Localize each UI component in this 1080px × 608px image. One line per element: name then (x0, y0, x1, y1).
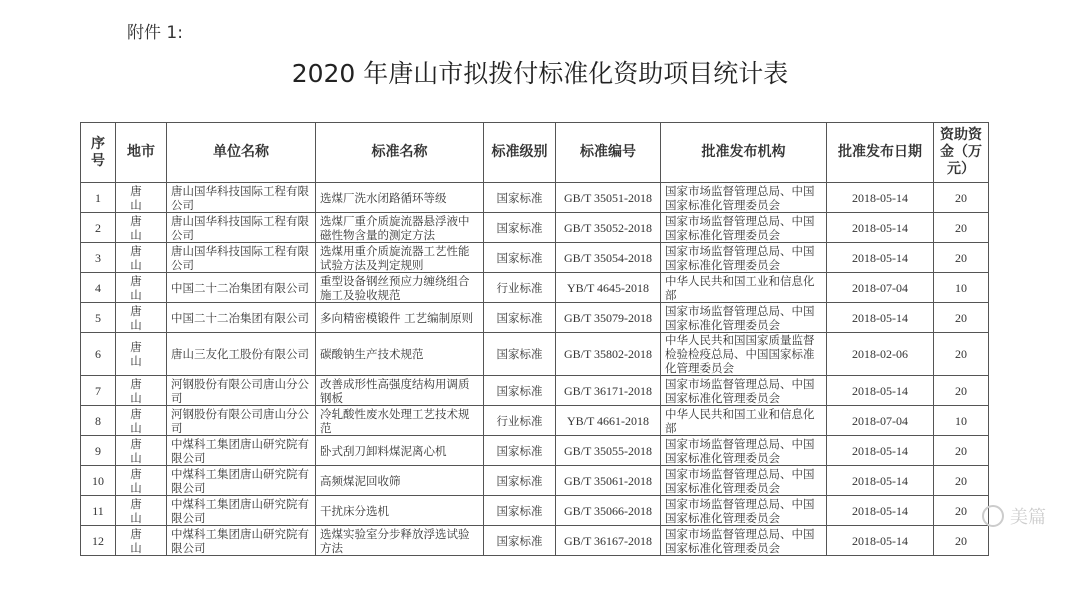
cell-level: 国家标准 (484, 436, 556, 466)
cell-city: 唐山 (116, 376, 167, 406)
cell-fund: 20 (934, 466, 989, 496)
cell-fund: 20 (934, 243, 989, 273)
cell-org: 国家市场监督管理总局、中国国家标准化管理委员会 (661, 496, 827, 526)
cell-level: 国家标准 (484, 526, 556, 556)
table-row (81, 303, 989, 333)
page-title: 2020 年唐山市拟拨付标准化资助项目统计表 (291, 59, 789, 88)
cell-org: 国家市场监督管理总局、中国国家标准化管理委员会 (661, 466, 827, 496)
cell-city: 唐山 (116, 303, 167, 333)
cell-code: GB/T 36171-2018 (556, 376, 661, 406)
cell-code: GB/T 35079-2018 (556, 303, 661, 333)
header-unit: 单位名称 (167, 123, 316, 183)
cell-no: 7 (81, 376, 116, 406)
cell-date: 2018-05-14 (827, 526, 934, 556)
cell-code: GB/T 35061-2018 (556, 466, 661, 496)
cell-std-name: 选煤厂洗水闭路循环等级 (316, 183, 484, 213)
cell-unit: 河钢股份有限公司唐山分公司 (167, 406, 316, 436)
cell-date: 2018-02-06 (827, 333, 934, 376)
cell-date: 2018-05-14 (827, 243, 934, 273)
cell-level: 国家标准 (484, 303, 556, 333)
cell-date: 2018-07-04 (827, 406, 934, 436)
table-row (81, 273, 989, 303)
cell-fund: 20 (934, 303, 989, 333)
table-row (81, 376, 989, 406)
cell-code: GB/T 35066-2018 (556, 496, 661, 526)
cell-fund: 20 (934, 436, 989, 466)
cell-no: 4 (81, 273, 116, 303)
cell-date: 2018-05-14 (827, 183, 934, 213)
cell-no: 6 (81, 333, 116, 376)
cell-unit: 唐山国华科技国际工程有限公司 (167, 183, 316, 213)
cell-unit: 河钢股份有限公司唐山分公司 (167, 376, 316, 406)
cell-org: 国家市场监督管理总局、中国国家标准化管理委员会 (661, 243, 827, 273)
cell-org: 国家市场监督管理总局、中国国家标准化管理委员会 (661, 213, 827, 243)
cell-level: 国家标准 (484, 333, 556, 376)
cell-std-name: 改善成形性高强度结构用调质钢板 (316, 376, 484, 406)
cell-date: 2018-05-14 (827, 303, 934, 333)
watermark-text: 美篇 (1010, 507, 1046, 528)
cell-level: 国家标准 (484, 243, 556, 273)
attachment-label: 附件 1: (127, 23, 183, 43)
watermark (982, 503, 1046, 529)
table-header-row (81, 123, 989, 183)
cell-std-name: 多向精密模锻件 工艺编制原则 (316, 303, 484, 333)
cell-no: 1 (81, 183, 116, 213)
cell-org: 国家市场监督管理总局、中国国家标准化管理委员会 (661, 303, 827, 333)
cell-unit: 唐山国华科技国际工程有限公司 (167, 213, 316, 243)
cell-fund: 20 (934, 183, 989, 213)
cell-unit: 中煤科工集团唐山研究院有限公司 (167, 436, 316, 466)
cell-city: 唐山 (116, 243, 167, 273)
cell-unit: 中国二十二冶集团有限公司 (167, 273, 316, 303)
cell-no: 2 (81, 213, 116, 243)
cell-code: YB/T 4645-2018 (556, 273, 661, 303)
cell-std-name: 选煤用重介质旋流器工艺性能试验方法及判定规则 (316, 243, 484, 273)
cell-org: 国家市场监督管理总局、中国国家标准化管理委员会 (661, 183, 827, 213)
cell-code: GB/T 35051-2018 (556, 183, 661, 213)
cell-level: 国家标准 (484, 496, 556, 526)
cell-no: 3 (81, 243, 116, 273)
cell-std-name: 选煤厂重介质旋流器悬浮液中磁性物含量的测定方法 (316, 213, 484, 243)
cell-std-name: 冷轧酸性废水处理工艺技术规范 (316, 406, 484, 436)
header-fund: 资助资金（万元） (934, 123, 989, 183)
cell-code: GB/T 35054-2018 (556, 243, 661, 273)
cell-code: GB/T 36167-2018 (556, 526, 661, 556)
cell-date: 2018-05-14 (827, 466, 934, 496)
cell-org: 中华人民共和国工业和信息化部 (661, 273, 827, 303)
cell-level: 国家标准 (484, 213, 556, 243)
cell-city: 唐山 (116, 406, 167, 436)
cell-unit: 中煤科工集团唐山研究院有限公司 (167, 466, 316, 496)
cell-std-name: 选煤实验室分步释放浮选试验方法 (316, 526, 484, 556)
cell-level: 国家标准 (484, 183, 556, 213)
cell-no: 9 (81, 436, 116, 466)
header-city: 地市 (116, 123, 167, 183)
cell-code: GB/T 35052-2018 (556, 213, 661, 243)
cell-std-name: 干扰床分选机 (316, 496, 484, 526)
cell-date: 2018-05-14 (827, 376, 934, 406)
cell-org: 国家市场监督管理总局、中国国家标准化管理委员会 (661, 376, 827, 406)
table-row (81, 526, 989, 556)
cell-unit: 唐山国华科技国际工程有限公司 (167, 243, 316, 273)
cell-org: 中华人民共和国国家质量监督检验检疫总局、中国国家标准化管理委员会 (661, 333, 827, 376)
cell-level: 国家标准 (484, 466, 556, 496)
header-code: 标准编号 (556, 123, 661, 183)
table-row (81, 466, 989, 496)
cell-no: 10 (81, 466, 116, 496)
cell-unit: 中国二十二冶集团有限公司 (167, 303, 316, 333)
cell-city: 唐山 (116, 496, 167, 526)
cell-date: 2018-05-14 (827, 496, 934, 526)
cell-no: 11 (81, 496, 116, 526)
cell-fund: 20 (934, 496, 989, 526)
cell-std-name: 重型设备钢丝预应力缠绕组合施工及验收规范 (316, 273, 484, 303)
funding-table (80, 122, 989, 556)
cell-org: 中华人民共和国工业和信息化部 (661, 406, 827, 436)
cell-fund: 10 (934, 406, 989, 436)
cell-city: 唐山 (116, 333, 167, 376)
cell-std-name: 碳酸钠生产技术规范 (316, 333, 484, 376)
cell-date: 2018-05-14 (827, 436, 934, 466)
cell-org: 国家市场监督管理总局、中国国家标准化管理委员会 (661, 436, 827, 466)
cell-fund: 20 (934, 213, 989, 243)
cell-level: 国家标准 (484, 376, 556, 406)
cell-city: 唐山 (116, 213, 167, 243)
cell-unit: 中煤科工集团唐山研究院有限公司 (167, 496, 316, 526)
cell-no: 8 (81, 406, 116, 436)
cell-level: 行业标准 (484, 273, 556, 303)
cell-code: GB/T 35055-2018 (556, 436, 661, 466)
header-level: 标准级别 (484, 123, 556, 183)
cell-code: YB/T 4661-2018 (556, 406, 661, 436)
cell-date: 2018-07-04 (827, 273, 934, 303)
table-row (81, 243, 989, 273)
cell-city: 唐山 (116, 436, 167, 466)
cell-fund: 20 (934, 526, 989, 556)
cell-city: 唐山 (116, 273, 167, 303)
cell-date: 2018-05-14 (827, 213, 934, 243)
cell-code: GB/T 35802-2018 (556, 333, 661, 376)
table-row (81, 406, 989, 436)
header-no: 序号 (81, 123, 116, 183)
header-std-name: 标准名称 (316, 123, 484, 183)
cell-std-name: 高频煤泥回收筛 (316, 466, 484, 496)
cell-no: 12 (81, 526, 116, 556)
cell-std-name: 卧式刮刀卸料煤泥离心机 (316, 436, 484, 466)
cell-fund: 20 (934, 333, 989, 376)
header-org: 批准发布机构 (661, 123, 827, 183)
cell-city: 唐山 (116, 526, 167, 556)
header-date: 批准发布日期 (827, 123, 934, 183)
cell-no: 5 (81, 303, 116, 333)
cell-unit: 唐山三友化工股份有限公司 (167, 333, 316, 376)
cell-level: 行业标准 (484, 406, 556, 436)
cell-fund: 10 (934, 273, 989, 303)
cell-city: 唐山 (116, 466, 167, 496)
cell-unit: 中煤科工集团唐山研究院有限公司 (167, 526, 316, 556)
cell-org: 国家市场监督管理总局、中国国家标准化管理委员会 (661, 526, 827, 556)
table-row (81, 183, 989, 213)
table-row (81, 496, 989, 526)
table-row (81, 436, 989, 466)
meipian-logo-icon (982, 505, 1004, 527)
table-row (81, 333, 989, 376)
cell-city: 唐山 (116, 183, 167, 213)
cell-fund: 20 (934, 376, 989, 406)
table-row (81, 213, 989, 243)
